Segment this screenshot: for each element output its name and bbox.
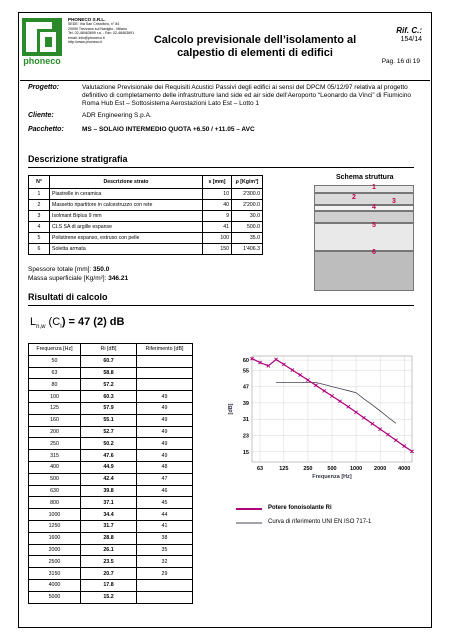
- legend-label-ri: Potere fonoisolante Ri: [268, 505, 332, 511]
- cliente-value: ADR Engineering S.p.A.: [82, 112, 152, 119]
- spessore-label: Spessore totale [mm]:: [28, 266, 92, 273]
- cell: 17.8: [81, 579, 137, 591]
- strata-table: [28, 175, 263, 255]
- cell: 60.3: [81, 391, 137, 403]
- freq-body: [29, 355, 193, 603]
- lnw-symbol: L: [30, 316, 37, 328]
- y-tick-label: 31: [242, 417, 249, 424]
- schema-layer-4: [314, 211, 414, 223]
- cell: 80: [29, 379, 81, 391]
- cell: CLS SA di argille espanse: [50, 222, 203, 233]
- cell: 26.1: [81, 544, 137, 556]
- cell: 60.7: [81, 355, 137, 367]
- cell: 2000: [29, 544, 81, 556]
- cell: 250: [29, 438, 81, 450]
- cell: 9: [203, 211, 232, 222]
- cell: 2'200.0: [232, 200, 263, 211]
- schema-layer-5: [314, 223, 414, 251]
- y-tick-label: 47: [242, 384, 249, 391]
- cell: 1250: [29, 520, 81, 532]
- table-row: [29, 579, 193, 591]
- cell: 47.6: [81, 450, 137, 462]
- cell: 41: [203, 222, 232, 233]
- table-row: [29, 402, 193, 414]
- company-name: PHONECO S.R.L.: [68, 17, 106, 22]
- legend-swatch-ref: [236, 520, 266, 526]
- table-row: [29, 200, 263, 211]
- cell: 58.8: [81, 367, 137, 379]
- cell: 49: [137, 414, 193, 426]
- cell: 800: [29, 497, 81, 509]
- table-row: [29, 485, 193, 497]
- x-axis-label: Frequenza [Hz]: [312, 474, 352, 480]
- table-row: [29, 391, 193, 403]
- cell: 2'300.0: [232, 189, 263, 200]
- table-row: [29, 544, 193, 556]
- cliente-label: Cliente:: [28, 112, 54, 119]
- table-row: [29, 556, 193, 568]
- company-line: email: info@phoneco.it: [68, 35, 105, 40]
- cell: 3150: [29, 568, 81, 580]
- legend-label-ref: Curva di riferimento UNI EN ISO 717-1: [268, 519, 372, 525]
- cell: 39.8: [81, 485, 137, 497]
- cell: 41: [137, 520, 193, 532]
- cell: 20.7: [81, 568, 137, 580]
- schema-label-4: 4: [372, 204, 376, 211]
- schema-layer-2: [314, 193, 414, 205]
- table-row: [29, 509, 193, 521]
- cell: Piastrelle in ceramica: [50, 189, 203, 200]
- massa-value: 346.21: [108, 275, 129, 282]
- col-header: ρ [Kg/m³]: [232, 176, 263, 189]
- company-info: [68, 18, 134, 44]
- table-row: [29, 461, 193, 473]
- y-tick-label: 60: [242, 358, 249, 365]
- logo-text: phoneco: [23, 56, 61, 66]
- section-title-risultati: Risultati di calcolo: [28, 292, 108, 302]
- cell: 150: [203, 244, 232, 255]
- y-axis-label: [dB]: [228, 403, 234, 415]
- company-line: 20090 Trezzano sul Naviglio - Milano: [68, 26, 127, 31]
- table-row: [29, 473, 193, 485]
- page-number: Pag. 16 di 19: [381, 58, 420, 65]
- table-row: [29, 568, 193, 580]
- cell: [137, 367, 193, 379]
- cell: 1: [29, 189, 50, 200]
- cell: [137, 579, 193, 591]
- cell: 40: [203, 200, 232, 211]
- y-tick-label: 23: [242, 433, 249, 440]
- table-row: [29, 379, 193, 391]
- header-divider: [20, 80, 430, 81]
- cell: 4: [29, 222, 50, 233]
- company-line: SEDE: Via San Cristoforo, n° 84: [68, 22, 120, 27]
- schema-layer-6: [314, 251, 414, 291]
- y-tick-label: 55: [242, 368, 249, 375]
- reference-box: [396, 26, 422, 44]
- cell: 6: [29, 244, 50, 255]
- table-row: [29, 591, 193, 603]
- schema-layer-1: [314, 185, 414, 193]
- lnw-ci-subscript: I: [60, 324, 62, 331]
- table-row: [29, 532, 193, 544]
- cell: 315: [29, 450, 81, 462]
- x-tick-label: 63: [256, 466, 264, 472]
- cell: 100: [203, 233, 232, 244]
- rif-value: 154/14: [400, 36, 422, 43]
- cell: 57.2: [81, 379, 137, 391]
- x-tick-label: 500: [327, 466, 337, 472]
- cell: 200: [29, 426, 81, 438]
- lnw-value: ) = 47 (2) dB: [61, 316, 125, 328]
- cell: 28.8: [81, 532, 137, 544]
- x-tick-label: 250: [303, 466, 313, 472]
- company-line: http://www.phoneco.it: [68, 40, 103, 45]
- spessore-line: [28, 266, 109, 273]
- cell: 15.2: [81, 591, 137, 603]
- cell: 57.9: [81, 402, 137, 414]
- cell: [137, 355, 193, 367]
- title-line-1: Calcolo previsionale dell’isolamento al: [153, 34, 357, 46]
- cell: 49: [137, 402, 193, 414]
- x-tick-label: 2000: [374, 466, 387, 472]
- cell: 1600: [29, 532, 81, 544]
- lnw-ci: (C: [48, 316, 61, 328]
- col-header: N°: [29, 176, 50, 189]
- pacchetto-label: Pacchetto:: [28, 126, 64, 133]
- cell: 47: [137, 473, 193, 485]
- company-line: Tel. 02-48463699 r.a. - Fax: 02-48463691: [68, 31, 135, 36]
- table-row: [29, 355, 193, 367]
- cell: 35: [137, 544, 193, 556]
- massa-line: [28, 275, 128, 282]
- cell: 1000: [29, 509, 81, 521]
- cell: 160: [29, 414, 81, 426]
- cell: Soletta armata: [50, 244, 203, 255]
- strata-header-row: [29, 176, 263, 189]
- cell: 49: [137, 391, 193, 403]
- col-header: Riferimento [dB]: [137, 344, 193, 356]
- cell: 2: [29, 200, 50, 211]
- cell: 1'406.3: [232, 244, 263, 255]
- section-title-stratigrafia: Descrizione stratigrafia: [28, 154, 128, 164]
- col-header: Frequenza [Hz]: [29, 344, 81, 356]
- table-row: [29, 414, 193, 426]
- progetto-label: Progetto:: [28, 84, 60, 91]
- cell: 52.7: [81, 426, 137, 438]
- cell: 10: [203, 189, 232, 200]
- cell: 5: [29, 233, 50, 244]
- table-row: [29, 211, 263, 222]
- x-tick-label: 1000: [349, 466, 363, 472]
- cell: 35.0: [232, 233, 263, 244]
- cell: 49: [137, 450, 193, 462]
- section-underline: [28, 305, 414, 306]
- frequency-table: [28, 343, 193, 604]
- cell: 49: [137, 438, 193, 450]
- page-title: [130, 34, 380, 60]
- progetto-value: Valutazione Previsionale dei Requisiti Acustici Passivi degli edifici ai sensi del DPCM 05/12/97 relativa al progetto definitivo di completamento delle infrastrutture land side ed air side dell’Aeroporto “Leonardo da Vinci” di Fiumicino Roma Hub Est – Sottosistema Aerostazioni Lato Est – Lotto 1: [82, 84, 412, 107]
- phoneco-logo: [20, 16, 64, 68]
- x-tick-label: 125: [279, 466, 289, 472]
- spessore-value: 350.0: [93, 266, 110, 273]
- massa-label: Massa superficiale [Kg/m²]:: [28, 275, 107, 282]
- cell: 34.4: [81, 509, 137, 521]
- table-row: [29, 189, 263, 200]
- schema-label-1: 1: [372, 184, 376, 191]
- cell: Massetto ripartitore in calcestruzzo con rete: [50, 200, 203, 211]
- freq-header-row: [29, 344, 193, 356]
- schema-label-6: 6: [372, 249, 376, 256]
- cell: 50.2: [81, 438, 137, 450]
- cell: 500.0: [232, 222, 263, 233]
- cell: 63: [29, 367, 81, 379]
- table-row: [29, 497, 193, 509]
- col-header: Ri [dB]: [81, 344, 137, 356]
- cell: Polistirene espanso, estruso con pelle: [50, 233, 203, 244]
- cell: 48: [137, 461, 193, 473]
- table-row: [29, 367, 193, 379]
- lnw-subscript: n,w: [36, 324, 46, 331]
- table-row: [29, 222, 263, 233]
- schema-title: Schema struttura: [336, 174, 394, 181]
- title-line-2: calpestio di elementi di edifici: [177, 47, 333, 59]
- cell: 38: [137, 532, 193, 544]
- cell: 30.0: [232, 211, 263, 222]
- cell: [137, 591, 193, 603]
- table-row: [29, 450, 193, 462]
- rif-label: Rif. C.:: [396, 26, 422, 35]
- cell: 55.1: [81, 414, 137, 426]
- cell: 500: [29, 473, 81, 485]
- cell: 44.9: [81, 461, 137, 473]
- table-row: [29, 233, 263, 244]
- cell: 125: [29, 402, 81, 414]
- cell: 44: [137, 509, 193, 521]
- cell: 31.7: [81, 520, 137, 532]
- cell: 400: [29, 461, 81, 473]
- schema-label-2: 2: [352, 194, 356, 201]
- cell: 37.1: [81, 497, 137, 509]
- cell: 29: [137, 568, 193, 580]
- col-header: s [mm]: [203, 176, 232, 189]
- cell: 630: [29, 485, 81, 497]
- cell: 49: [137, 426, 193, 438]
- cell: 32: [137, 556, 193, 568]
- cell: 3: [29, 211, 50, 222]
- cell: [137, 379, 193, 391]
- cell: 5000: [29, 591, 81, 603]
- table-row: [29, 520, 193, 532]
- cell: 50: [29, 355, 81, 367]
- y-tick-label: 15: [242, 449, 249, 456]
- x-tick-label: 4000: [398, 466, 411, 472]
- cell: 46: [137, 485, 193, 497]
- cell: 45: [137, 497, 193, 509]
- schema-label-5: 5: [372, 222, 376, 229]
- cell: 4000: [29, 579, 81, 591]
- cell: 23.5: [81, 556, 137, 568]
- section-underline: [28, 167, 414, 168]
- y-tick-label: 39: [242, 400, 249, 407]
- schema-label-3: 3: [392, 198, 396, 205]
- cell: Isolmant Biplus 9 mm: [50, 211, 203, 222]
- cell: 42.4: [81, 473, 137, 485]
- table-row: [29, 438, 193, 450]
- structure-schema: [314, 185, 414, 291]
- lnw-result: [30, 316, 124, 330]
- cell: 2500: [29, 556, 81, 568]
- table-row: [29, 244, 263, 255]
- cell: 100: [29, 391, 81, 403]
- frequency-chart: [222, 348, 418, 488]
- table-row: [29, 426, 193, 438]
- pacchetto-value: MS – SOLAIO INTERMEDIO QUOTA +6.50 / +11.05 – AVC: [82, 126, 255, 133]
- col-header: Descrizione strato: [50, 176, 203, 189]
- legend-swatch-ri: [236, 506, 266, 512]
